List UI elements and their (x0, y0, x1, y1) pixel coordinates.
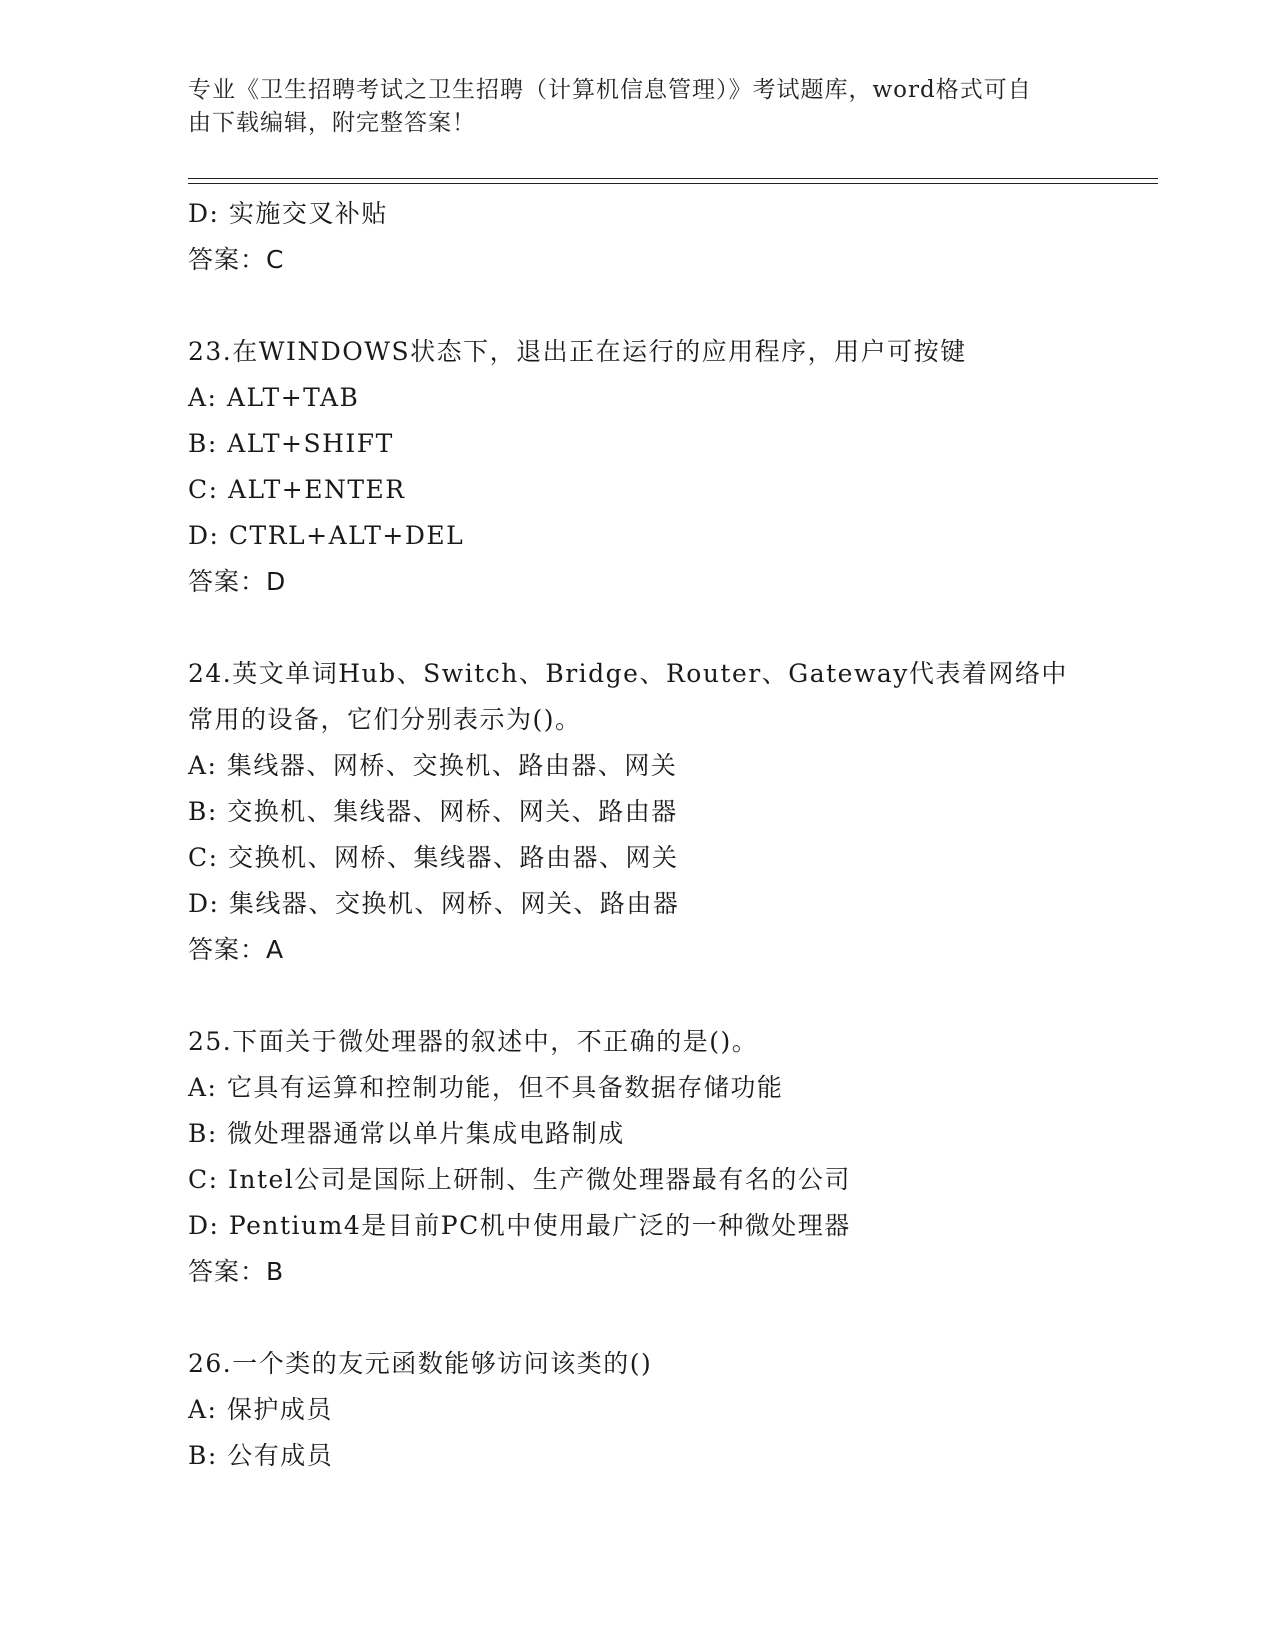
spacer (188, 973, 1148, 1019)
question-block-23 (188, 329, 1148, 605)
question-text-line-1: 24.英文单词Hub、Switch、Bridge、Router、Gateway代表着网络中 (188, 659, 1068, 688)
option-a: A: 它具有运算和控制功能，但不具备数据存储功能 (188, 1073, 784, 1102)
option-d: D: CTRL+ALT+DEL (188, 521, 465, 550)
question-text-line-2: 常用的设备，它们分别表示为()。 (188, 705, 582, 734)
option-a: A: ALT+TAB (188, 383, 360, 412)
option-d: D: 实施交叉补贴 (188, 199, 388, 228)
header-divider-bottom (188, 183, 1158, 184)
option-c: C: Intel公司是国际上研制、生产微处理器最有名的公司 (188, 1165, 851, 1194)
spacer (188, 605, 1148, 651)
spacer (188, 1295, 1148, 1341)
question-block-26 (188, 1341, 1148, 1479)
question-list (188, 191, 1148, 1479)
answer-line: 答案：B (188, 1257, 285, 1286)
option-b: B: 交换机、集线器、网桥、网关、路由器 (188, 797, 678, 826)
answer-line: 答案：C (188, 245, 285, 274)
spacer (188, 283, 1148, 329)
option-a: A: 集线器、网桥、交换机、路由器、网关 (188, 751, 678, 780)
option-b: B: ALT+SHIFT (188, 429, 394, 458)
header-line-2: 由下载编辑，附完整答案！ (188, 110, 476, 136)
option-c: C: ALT+ENTER (188, 475, 406, 504)
option-a: A: 保护成员 (188, 1395, 333, 1424)
question-text: 25.下面关于微处理器的叙述中，不正确的是()。 (188, 1027, 759, 1056)
question-block-25 (188, 1019, 1148, 1295)
answer-line: 答案：A (188, 935, 285, 964)
question-block-prev (188, 191, 1148, 283)
answer-line: 答案：D (188, 567, 287, 596)
document-header (188, 74, 1068, 140)
header-line-1: 专业《卫生招聘考试之卫生招聘（计算机信息管理）》考试题库，word格式可自 (188, 77, 1032, 103)
question-text: 23.在WINDOWS状态下，退出正在运行的应用程序，用户可按键 (188, 337, 967, 366)
option-d: D: Pentium4是目前PC机中使用最广泛的一种微处理器 (188, 1211, 851, 1240)
header-divider-top (188, 178, 1158, 179)
option-b: B: 微处理器通常以单片集成电路制成 (188, 1119, 625, 1148)
option-b: B: 公有成员 (188, 1441, 334, 1470)
option-d: D: 集线器、交换机、网桥、网关、路由器 (188, 889, 680, 918)
question-block-24 (188, 651, 1148, 973)
question-text: 26.一个类的友元函数能够访问该类的() (188, 1349, 653, 1378)
option-c: C: 交换机、网桥、集线器、路由器、网关 (188, 843, 679, 872)
